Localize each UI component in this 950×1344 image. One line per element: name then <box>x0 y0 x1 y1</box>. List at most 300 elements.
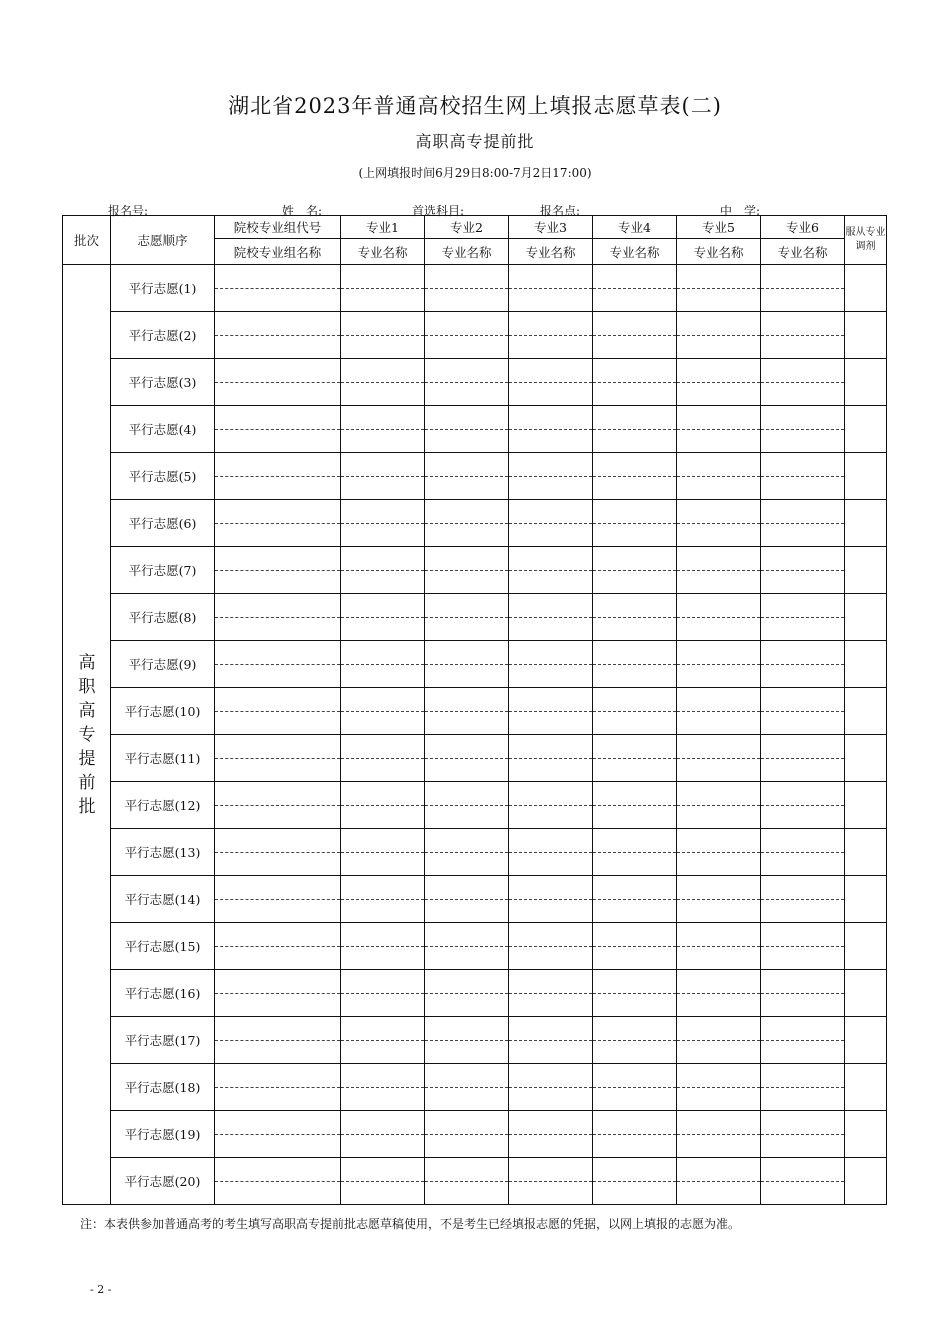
entry-field[interactable] <box>341 735 424 781</box>
accept-adjustment-cell[interactable] <box>845 1111 887 1158</box>
entry-field[interactable] <box>677 359 760 405</box>
major-entry-cell[interactable] <box>677 500 761 547</box>
group-entry-cell[interactable] <box>215 641 341 688</box>
major-entry-cell[interactable] <box>677 594 761 641</box>
group-entry-cell[interactable] <box>215 876 341 923</box>
entry-field[interactable] <box>215 406 340 452</box>
entry-field[interactable] <box>341 688 424 734</box>
accept-adjustment-cell[interactable] <box>845 500 887 547</box>
major-entry-cell[interactable] <box>509 923 593 970</box>
entry-field[interactable] <box>761 312 844 358</box>
major-entry-cell[interactable] <box>677 735 761 782</box>
entry-field[interactable] <box>509 359 592 405</box>
entry-field[interactable] <box>341 594 424 640</box>
accept-adjustment-cell[interactable] <box>845 1017 887 1064</box>
accept-adjustment-cell[interactable] <box>845 359 887 406</box>
entry-field[interactable] <box>593 547 676 593</box>
entry-field[interactable] <box>677 594 760 640</box>
major-entry-cell[interactable] <box>425 1111 509 1158</box>
major-entry-cell[interactable] <box>341 688 425 735</box>
major-entry-cell[interactable] <box>761 923 845 970</box>
major-entry-cell[interactable] <box>341 547 425 594</box>
entry-field[interactable] <box>425 970 508 1016</box>
accept-adjustment-cell[interactable] <box>845 594 887 641</box>
major-entry-cell[interactable] <box>677 406 761 453</box>
major-entry-cell[interactable] <box>761 1017 845 1064</box>
major-entry-cell[interactable] <box>761 688 845 735</box>
major-entry-cell[interactable] <box>593 312 677 359</box>
entry-field[interactable] <box>593 500 676 546</box>
entry-field[interactable] <box>509 735 592 781</box>
major-entry-cell[interactable] <box>509 1064 593 1111</box>
entry-field[interactable] <box>215 876 340 922</box>
entry-field[interactable] <box>341 782 424 828</box>
entry-field[interactable] <box>593 359 676 405</box>
entry-field[interactable] <box>341 876 424 922</box>
entry-field[interactable] <box>425 829 508 875</box>
major-entry-cell[interactable] <box>509 688 593 735</box>
major-entry-cell[interactable] <box>341 641 425 688</box>
entry-field[interactable] <box>761 1064 844 1110</box>
entry-field[interactable] <box>341 1111 424 1157</box>
entry-field[interactable] <box>593 1064 676 1110</box>
major-entry-cell[interactable] <box>677 312 761 359</box>
group-entry-cell[interactable] <box>215 265 341 312</box>
entry-field[interactable] <box>341 312 424 358</box>
group-entry-cell[interactable] <box>215 735 341 782</box>
major-entry-cell[interactable] <box>509 547 593 594</box>
major-entry-cell[interactable] <box>593 829 677 876</box>
major-entry-cell[interactable] <box>425 735 509 782</box>
major-entry-cell[interactable] <box>425 500 509 547</box>
major-entry-cell[interactable] <box>593 359 677 406</box>
entry-field[interactable] <box>341 1158 424 1204</box>
major-entry-cell[interactable] <box>593 547 677 594</box>
entry-field[interactable] <box>509 406 592 452</box>
major-entry-cell[interactable] <box>593 1064 677 1111</box>
major-entry-cell[interactable] <box>593 265 677 312</box>
entry-field[interactable] <box>593 453 676 499</box>
entry-field[interactable] <box>593 688 676 734</box>
entry-field[interactable] <box>761 641 844 687</box>
entry-field[interactable] <box>425 735 508 781</box>
major-entry-cell[interactable] <box>509 406 593 453</box>
entry-field[interactable] <box>341 829 424 875</box>
group-entry-cell[interactable] <box>215 688 341 735</box>
major-entry-cell[interactable] <box>425 265 509 312</box>
group-entry-cell[interactable] <box>215 312 341 359</box>
entry-field[interactable] <box>215 453 340 499</box>
entry-field[interactable] <box>593 406 676 452</box>
entry-field[interactable] <box>677 1158 760 1204</box>
major-entry-cell[interactable] <box>761 641 845 688</box>
accept-adjustment-cell[interactable] <box>845 970 887 1017</box>
entry-field[interactable] <box>761 782 844 828</box>
entry-field[interactable] <box>215 829 340 875</box>
entry-field[interactable] <box>593 1111 676 1157</box>
major-entry-cell[interactable] <box>761 406 845 453</box>
entry-field[interactable] <box>509 1111 592 1157</box>
entry-field[interactable] <box>509 829 592 875</box>
entry-field[interactable] <box>425 1017 508 1063</box>
entry-field[interactable] <box>593 1017 676 1063</box>
major-entry-cell[interactable] <box>761 265 845 312</box>
major-entry-cell[interactable] <box>341 312 425 359</box>
entry-field[interactable] <box>677 265 760 311</box>
entry-field[interactable] <box>677 970 760 1016</box>
entry-field[interactable] <box>425 453 508 499</box>
entry-field[interactable] <box>509 782 592 828</box>
accept-adjustment-cell[interactable] <box>845 876 887 923</box>
entry-field[interactable] <box>677 453 760 499</box>
group-entry-cell[interactable] <box>215 970 341 1017</box>
major-entry-cell[interactable] <box>509 829 593 876</box>
major-entry-cell[interactable] <box>593 453 677 500</box>
entry-field[interactable] <box>677 829 760 875</box>
entry-field[interactable] <box>341 923 424 969</box>
major-entry-cell[interactable] <box>341 829 425 876</box>
major-entry-cell[interactable] <box>761 876 845 923</box>
entry-field[interactable] <box>677 782 760 828</box>
entry-field[interactable] <box>677 1017 760 1063</box>
entry-field[interactable] <box>215 359 340 405</box>
group-entry-cell[interactable] <box>215 1158 341 1205</box>
accept-adjustment-cell[interactable] <box>845 782 887 829</box>
group-entry-cell[interactable] <box>215 547 341 594</box>
accept-adjustment-cell[interactable] <box>845 547 887 594</box>
major-entry-cell[interactable] <box>593 1111 677 1158</box>
group-entry-cell[interactable] <box>215 594 341 641</box>
entry-field[interactable] <box>761 1017 844 1063</box>
entry-field[interactable] <box>341 1017 424 1063</box>
major-entry-cell[interactable] <box>425 359 509 406</box>
entry-field[interactable] <box>761 594 844 640</box>
major-entry-cell[interactable] <box>509 1158 593 1205</box>
entry-field[interactable] <box>215 1111 340 1157</box>
major-entry-cell[interactable] <box>341 594 425 641</box>
entry-field[interactable] <box>761 500 844 546</box>
entry-field[interactable] <box>761 359 844 405</box>
entry-field[interactable] <box>425 594 508 640</box>
entry-field[interactable] <box>425 1064 508 1110</box>
major-entry-cell[interactable] <box>509 265 593 312</box>
entry-field[interactable] <box>593 265 676 311</box>
major-entry-cell[interactable] <box>425 594 509 641</box>
major-entry-cell[interactable] <box>761 1158 845 1205</box>
entry-field[interactable] <box>509 312 592 358</box>
major-entry-cell[interactable] <box>677 359 761 406</box>
entry-field[interactable] <box>509 1158 592 1204</box>
entry-field[interactable] <box>509 265 592 311</box>
major-entry-cell[interactable] <box>425 1158 509 1205</box>
major-entry-cell[interactable] <box>341 265 425 312</box>
major-entry-cell[interactable] <box>425 688 509 735</box>
entry-field[interactable] <box>215 688 340 734</box>
entry-field[interactable] <box>341 641 424 687</box>
major-entry-cell[interactable] <box>677 1064 761 1111</box>
accept-adjustment-cell[interactable] <box>845 735 887 782</box>
entry-field[interactable] <box>341 1064 424 1110</box>
accept-adjustment-cell[interactable] <box>845 923 887 970</box>
entry-field[interactable] <box>215 735 340 781</box>
entry-field[interactable] <box>509 594 592 640</box>
major-entry-cell[interactable] <box>761 359 845 406</box>
entry-field[interactable] <box>425 1111 508 1157</box>
major-entry-cell[interactable] <box>341 453 425 500</box>
entry-field[interactable] <box>509 1017 592 1063</box>
major-entry-cell[interactable] <box>593 735 677 782</box>
entry-field[interactable] <box>341 970 424 1016</box>
major-entry-cell[interactable] <box>509 312 593 359</box>
entry-field[interactable] <box>509 547 592 593</box>
accept-adjustment-cell[interactable] <box>845 641 887 688</box>
major-entry-cell[interactable] <box>677 688 761 735</box>
entry-field[interactable] <box>677 688 760 734</box>
major-entry-cell[interactable] <box>677 829 761 876</box>
entry-field[interactable] <box>215 1158 340 1204</box>
major-entry-cell[interactable] <box>761 1111 845 1158</box>
group-entry-cell[interactable] <box>215 782 341 829</box>
entry-field[interactable] <box>761 923 844 969</box>
major-entry-cell[interactable] <box>593 406 677 453</box>
major-entry-cell[interactable] <box>509 359 593 406</box>
entry-field[interactable] <box>215 265 340 311</box>
major-entry-cell[interactable] <box>677 1111 761 1158</box>
major-entry-cell[interactable] <box>341 406 425 453</box>
entry-field[interactable] <box>215 782 340 828</box>
major-entry-cell[interactable] <box>677 923 761 970</box>
entry-field[interactable] <box>341 265 424 311</box>
major-entry-cell[interactable] <box>593 782 677 829</box>
major-entry-cell[interactable] <box>761 547 845 594</box>
major-entry-cell[interactable] <box>677 547 761 594</box>
major-entry-cell[interactable] <box>761 735 845 782</box>
major-entry-cell[interactable] <box>509 594 593 641</box>
major-entry-cell[interactable] <box>341 735 425 782</box>
entry-field[interactable] <box>761 1158 844 1204</box>
entry-field[interactable] <box>215 923 340 969</box>
group-entry-cell[interactable] <box>215 923 341 970</box>
major-entry-cell[interactable] <box>593 1017 677 1064</box>
major-entry-cell[interactable] <box>341 359 425 406</box>
entry-field[interactable] <box>509 688 592 734</box>
entry-field[interactable] <box>509 1064 592 1110</box>
entry-field[interactable] <box>761 829 844 875</box>
major-entry-cell[interactable] <box>593 923 677 970</box>
entry-field[interactable] <box>677 641 760 687</box>
major-entry-cell[interactable] <box>341 970 425 1017</box>
entry-field[interactable] <box>425 782 508 828</box>
major-entry-cell[interactable] <box>341 500 425 547</box>
entry-field[interactable] <box>215 1064 340 1110</box>
major-entry-cell[interactable] <box>677 641 761 688</box>
entry-field[interactable] <box>593 641 676 687</box>
major-entry-cell[interactable] <box>341 1064 425 1111</box>
major-entry-cell[interactable] <box>593 688 677 735</box>
entry-field[interactable] <box>509 923 592 969</box>
entry-field[interactable] <box>425 876 508 922</box>
major-entry-cell[interactable] <box>761 500 845 547</box>
entry-field[interactable] <box>677 1064 760 1110</box>
entry-field[interactable] <box>761 1111 844 1157</box>
entry-field[interactable] <box>677 1111 760 1157</box>
major-entry-cell[interactable] <box>593 641 677 688</box>
accept-adjustment-cell[interactable] <box>845 453 887 500</box>
entry-field[interactable] <box>425 641 508 687</box>
group-entry-cell[interactable] <box>215 500 341 547</box>
entry-field[interactable] <box>425 923 508 969</box>
entry-field[interactable] <box>677 406 760 452</box>
major-entry-cell[interactable] <box>509 1111 593 1158</box>
accept-adjustment-cell[interactable] <box>845 688 887 735</box>
major-entry-cell[interactable] <box>677 265 761 312</box>
major-entry-cell[interactable] <box>341 923 425 970</box>
major-entry-cell[interactable] <box>341 1017 425 1064</box>
major-entry-cell[interactable] <box>761 312 845 359</box>
group-entry-cell[interactable] <box>215 453 341 500</box>
major-entry-cell[interactable] <box>761 453 845 500</box>
entry-field[interactable] <box>593 970 676 1016</box>
entry-field[interactable] <box>425 688 508 734</box>
entry-field[interactable] <box>215 970 340 1016</box>
major-entry-cell[interactable] <box>761 782 845 829</box>
major-entry-cell[interactable] <box>509 500 593 547</box>
major-entry-cell[interactable] <box>593 970 677 1017</box>
major-entry-cell[interactable] <box>425 406 509 453</box>
group-entry-cell[interactable] <box>215 1017 341 1064</box>
group-entry-cell[interactable] <box>215 406 341 453</box>
entry-field[interactable] <box>341 547 424 593</box>
entry-field[interactable] <box>761 735 844 781</box>
entry-field[interactable] <box>509 641 592 687</box>
entry-field[interactable] <box>509 876 592 922</box>
major-entry-cell[interactable] <box>425 1064 509 1111</box>
entry-field[interactable] <box>425 359 508 405</box>
entry-field[interactable] <box>677 923 760 969</box>
accept-adjustment-cell[interactable] <box>845 406 887 453</box>
entry-field[interactable] <box>509 453 592 499</box>
entry-field[interactable] <box>593 594 676 640</box>
entry-field[interactable] <box>425 547 508 593</box>
entry-field[interactable] <box>677 735 760 781</box>
major-entry-cell[interactable] <box>341 1111 425 1158</box>
group-entry-cell[interactable] <box>215 1111 341 1158</box>
major-entry-cell[interactable] <box>509 876 593 923</box>
entry-field[interactable] <box>215 641 340 687</box>
accept-adjustment-cell[interactable] <box>845 829 887 876</box>
entry-field[interactable] <box>215 594 340 640</box>
entry-field[interactable] <box>593 1158 676 1204</box>
entry-field[interactable] <box>677 876 760 922</box>
entry-field[interactable] <box>761 547 844 593</box>
major-entry-cell[interactable] <box>593 1158 677 1205</box>
major-entry-cell[interactable] <box>509 1017 593 1064</box>
major-entry-cell[interactable] <box>593 500 677 547</box>
major-entry-cell[interactable] <box>593 876 677 923</box>
group-entry-cell[interactable] <box>215 1064 341 1111</box>
major-entry-cell[interactable] <box>509 641 593 688</box>
entry-field[interactable] <box>425 500 508 546</box>
entry-field[interactable] <box>425 1158 508 1204</box>
major-entry-cell[interactable] <box>425 453 509 500</box>
entry-field[interactable] <box>593 782 676 828</box>
entry-field[interactable] <box>509 500 592 546</box>
entry-field[interactable] <box>761 406 844 452</box>
entry-field[interactable] <box>677 500 760 546</box>
entry-field[interactable] <box>215 312 340 358</box>
major-entry-cell[interactable] <box>425 1017 509 1064</box>
major-entry-cell[interactable] <box>677 970 761 1017</box>
accept-adjustment-cell[interactable] <box>845 1064 887 1111</box>
major-entry-cell[interactable] <box>425 547 509 594</box>
major-entry-cell[interactable] <box>425 829 509 876</box>
entry-field[interactable] <box>425 265 508 311</box>
accept-adjustment-cell[interactable] <box>845 1158 887 1205</box>
entry-field[interactable] <box>761 453 844 499</box>
major-entry-cell[interactable] <box>425 923 509 970</box>
major-entry-cell[interactable] <box>677 1017 761 1064</box>
entry-field[interactable] <box>593 829 676 875</box>
major-entry-cell[interactable] <box>677 782 761 829</box>
entry-field[interactable] <box>677 312 760 358</box>
major-entry-cell[interactable] <box>425 312 509 359</box>
entry-field[interactable] <box>215 500 340 546</box>
major-entry-cell[interactable] <box>425 970 509 1017</box>
entry-field[interactable] <box>677 547 760 593</box>
major-entry-cell[interactable] <box>677 1158 761 1205</box>
major-entry-cell[interactable] <box>761 829 845 876</box>
entry-field[interactable] <box>341 453 424 499</box>
entry-field[interactable] <box>425 312 508 358</box>
major-entry-cell[interactable] <box>509 735 593 782</box>
entry-field[interactable] <box>593 876 676 922</box>
major-entry-cell[interactable] <box>341 876 425 923</box>
accept-adjustment-cell[interactable] <box>845 312 887 359</box>
group-entry-cell[interactable] <box>215 829 341 876</box>
entry-field[interactable] <box>593 312 676 358</box>
major-entry-cell[interactable] <box>425 782 509 829</box>
major-entry-cell[interactable] <box>677 876 761 923</box>
entry-field[interactable] <box>341 359 424 405</box>
entry-field[interactable] <box>425 406 508 452</box>
major-entry-cell[interactable] <box>677 453 761 500</box>
major-entry-cell[interactable] <box>341 1158 425 1205</box>
entry-field[interactable] <box>341 500 424 546</box>
major-entry-cell[interactable] <box>509 453 593 500</box>
entry-field[interactable] <box>215 1017 340 1063</box>
entry-field[interactable] <box>215 547 340 593</box>
major-entry-cell[interactable] <box>509 782 593 829</box>
major-entry-cell[interactable] <box>761 970 845 1017</box>
major-entry-cell[interactable] <box>425 641 509 688</box>
major-entry-cell[interactable] <box>593 594 677 641</box>
entry-field[interactable] <box>761 970 844 1016</box>
group-entry-cell[interactable] <box>215 359 341 406</box>
entry-field[interactable] <box>341 406 424 452</box>
entry-field[interactable] <box>593 923 676 969</box>
major-entry-cell[interactable] <box>341 782 425 829</box>
entry-field[interactable] <box>761 265 844 311</box>
entry-field[interactable] <box>593 735 676 781</box>
entry-field[interactable] <box>761 688 844 734</box>
entry-field[interactable] <box>509 970 592 1016</box>
major-entry-cell[interactable] <box>509 970 593 1017</box>
major-entry-cell[interactable] <box>761 594 845 641</box>
major-entry-cell[interactable] <box>425 876 509 923</box>
entry-field[interactable] <box>761 876 844 922</box>
major-entry-cell[interactable] <box>761 1064 845 1111</box>
accept-adjustment-cell[interactable] <box>845 265 887 312</box>
